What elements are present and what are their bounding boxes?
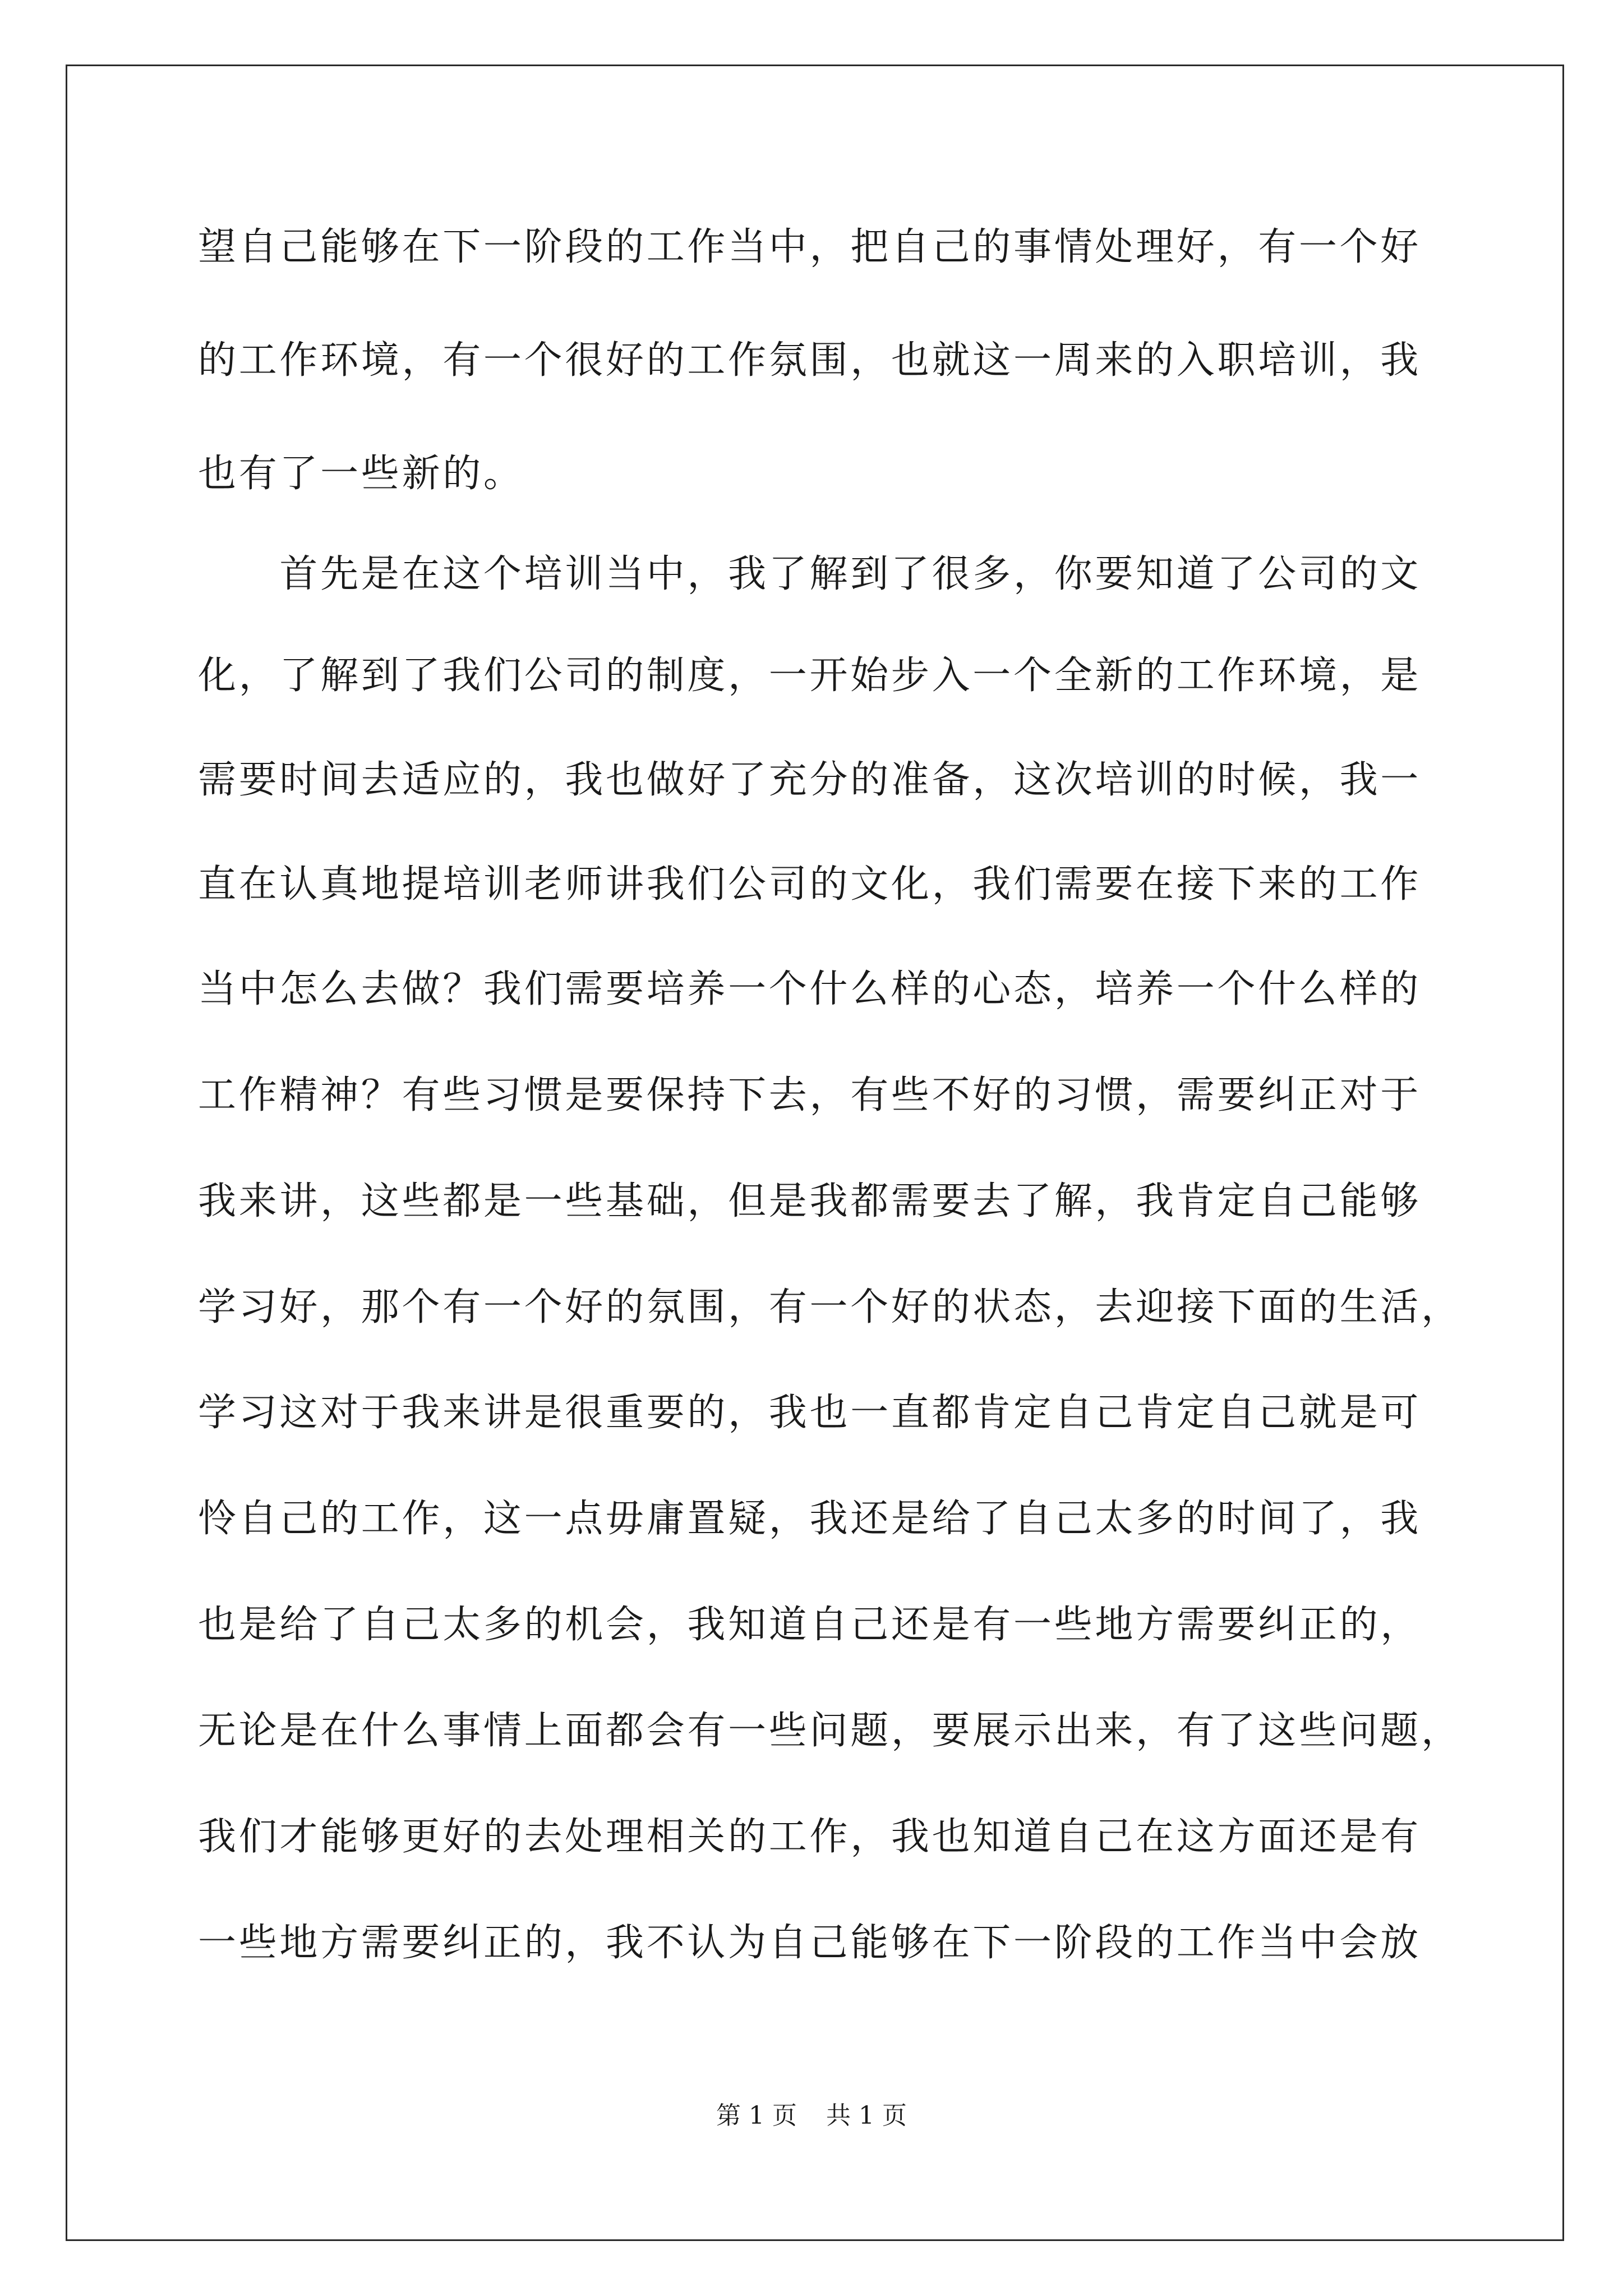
text-line: 的工作环境，有一个很好的工作氛围，也就这一周来的入职培训，我 (198, 338, 1422, 383)
page-border (66, 65, 1564, 2241)
text-line: 工作精神？有些习惯是要保持下去，有些不好的习惯，需要纠正对于 (198, 1073, 1422, 1117)
text-line: 学习好，那个有一个好的氛围，有一个好的状态，去迎接下面的生活， (198, 1285, 1462, 1329)
text-line: 化，了解到了我们公司的制度，一开始步入一个全新的工作环境，是 (198, 654, 1422, 698)
text-line: 学习这对于我来讲是很重要的，我也一直都肯定自己肯定自己就是可 (198, 1391, 1422, 1435)
text-line: 我来讲，这些都是一些基础，但是我都需要去了解，我肯定自己能够 (198, 1179, 1422, 1223)
text-line: 无论是在什么事情上面都会有一些问题，要展示出来，有了这些问题， (198, 1709, 1462, 1753)
text-line: 也是给了自己太多的机会，我知道自己还是有一些地方需要纠正的， (198, 1603, 1422, 1647)
text-line: 一些地方需要纠正的，我不认为自己能够在下一阶段的工作当中会放 (198, 1921, 1422, 1965)
page-number: 第 1 页 (716, 2101, 797, 2130)
text-line: 直在认真地提培训老师讲我们公司的文化，我们需要在接下来的工作 (198, 862, 1422, 907)
text-line: 需要时间去适应的，我也做好了充分的准备，这次培训的时候，我一 (198, 758, 1422, 802)
page-footer (0, 2101, 1623, 2130)
text-line: 也有了一些新的。 (198, 452, 524, 496)
text-line: 首先是在这个培训当中，我了解到了很多，你要知道了公司的文 (198, 552, 1422, 596)
text-line: 怜自己的工作，这一点毋庸置疑，我还是给了自己太多的时间了，我 (198, 1497, 1422, 1541)
text-line: 当中怎么去做？我们需要培养一个什么样的心态，培养一个什么样的 (198, 967, 1422, 1011)
text-line: 望自己能够在下一阶段的工作当中，把自己的事情处理好，有一个好 (198, 225, 1422, 269)
page-total: 共 1 页 (826, 2101, 907, 2130)
text-line: 我们才能够更好的去处理相关的工作，我也知道自己在这方面还是有 (198, 1815, 1422, 1859)
